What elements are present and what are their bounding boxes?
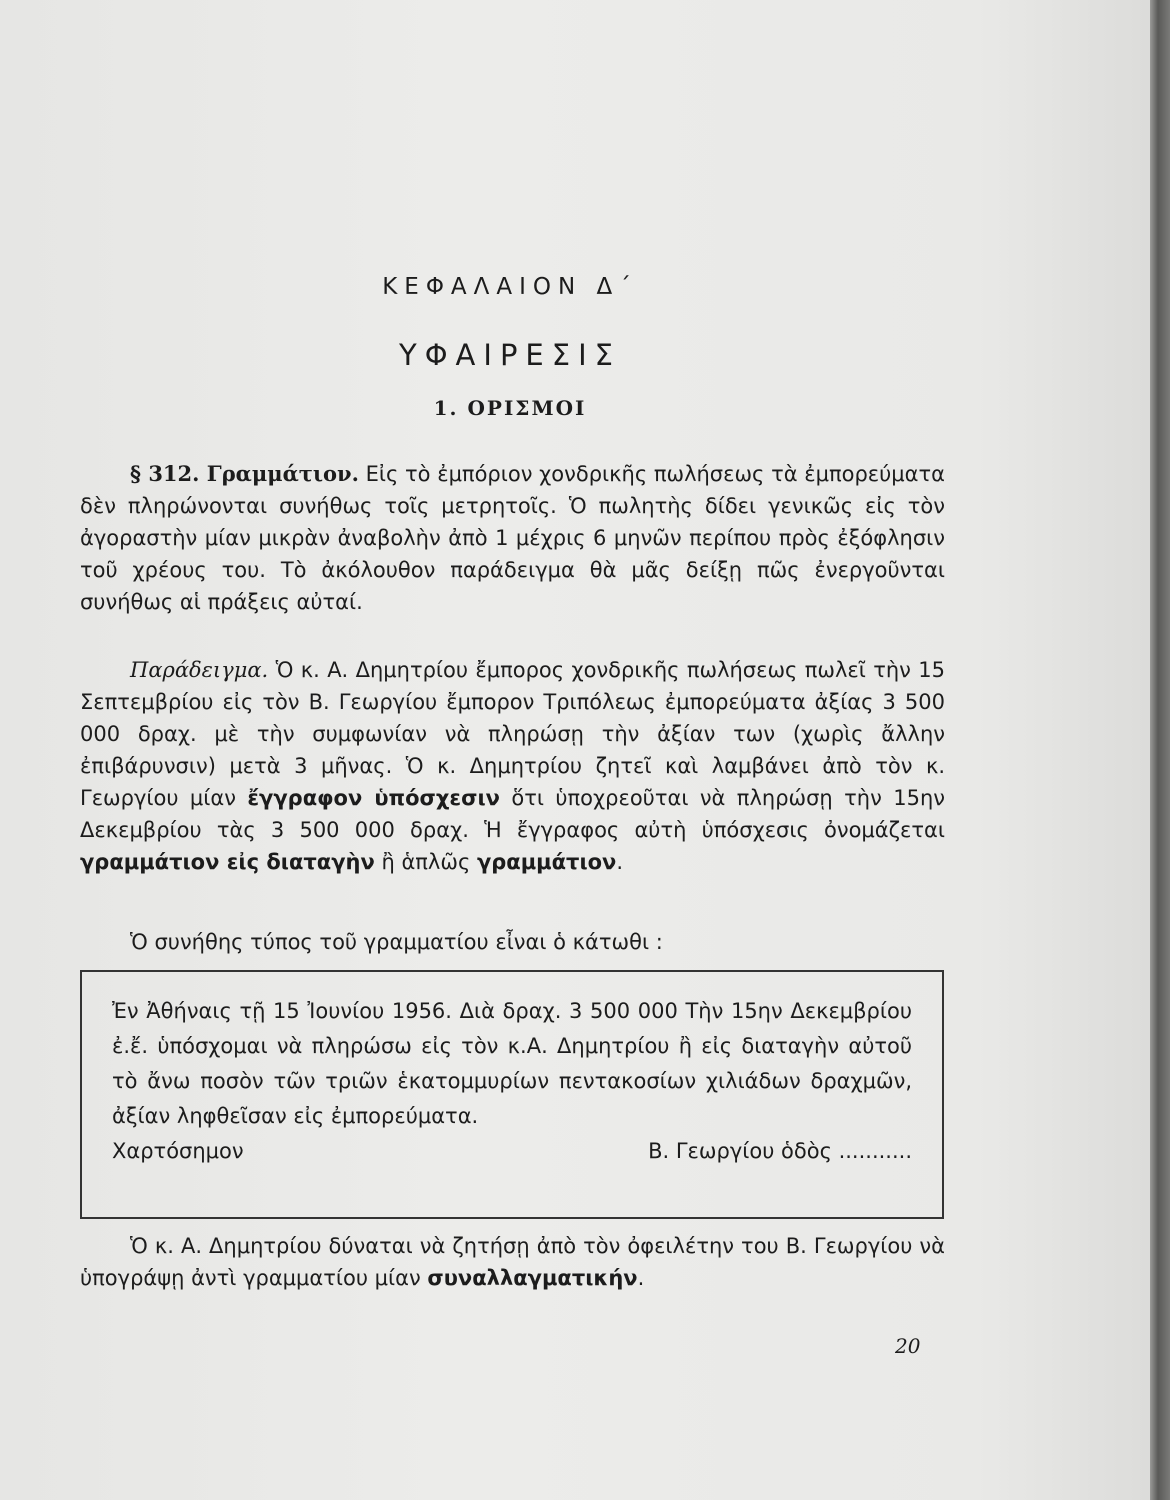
section-heading: 1. ΟΡΙΣΜΟΙ: [433, 396, 587, 420]
paragraph-text: ὅτι ὑποχρεοῦται νὰ πληρώσῃ τὴν 15ην Δεκεμβρίου τὰς 3 500 000 δραχ. Ἡ ἔγγραφος αὐτὴ ὑπόσχεσις ὀνομάζεται: [80, 786, 945, 842]
stamp-label: Χαρτόσημον: [112, 1139, 244, 1163]
page-number: 20: [895, 1334, 921, 1358]
book-spine-shadow: [1150, 0, 1170, 1500]
paragraph-text: ἢ ἁπλῶς: [374, 850, 477, 874]
paragraph-example: [80, 654, 945, 878]
bold-term: γραμμάτιον: [476, 850, 617, 874]
signature-line: Β. Γεωργίου ὁδὸς ...........: [648, 1139, 912, 1163]
paragraph-text: Ὁ κ. Α. Δημητρίου ἔμπορος χονδρικῆς πωλήσεως πωλεῖ τὴν 15 Σεπτεμβρίου εἰς τὸν Β. Γεωργίου ἔμπορον Τριπόλεως ἐμπορεύματα ἀξίας 3 500 000 δραχ. μὲ τὴν συμφωνίαν νὰ πληρώσῃ τὴν ἀξίαν των (χωρὶς ἄλλην ἐπιβάρυνσιν) μετὰ 3 μῆνας. Ὁ κ. Δημητρίου ζητεῖ καὶ λαμβάνει ἀπὸ τὸν κ. Γεωργίου μίαν: [80, 658, 945, 810]
paragraph-form-intro: Ὁ συνήθης τύπος τοῦ γραμματίου εἶναι ὁ κάτωθι :: [130, 930, 663, 954]
section-label: § 312. Γραμμάτιον.: [130, 461, 359, 486]
promissory-note-text: [112, 994, 912, 1169]
paragraph-text: Ὁ κ. Α. Δημητρίου δύναται νὰ ζητήσῃ ἀπὸ τὸν ὀφειλέτην του Β. Γεωργίου νὰ ὑπογράψῃ ἀντὶ γραμματίου μίαν: [80, 1234, 945, 1290]
bold-term: συναλλαγματικήν: [427, 1266, 638, 1290]
paragraph-bill-of-exchange: [80, 1230, 945, 1294]
paragraph-text: Εἰς τὸ ἐμπόριον χονδρικῆς πωλήσεως τὰ ἐμπορεύματα δὲν πληρώνονται συνήθως τοῖς μετρητοῖς. Ὁ πωλητὴς δίδει γενικῶς εἰς τὸν ἀγοραστὴν μίαν μικρὰν ἀναβολὴν ἀπὸ 1 μέχρις 6 μηνῶν περίπου πρὸς ἐξόφλησιν τοῦ χρέους του. Τὸ ἀκόλουθον παράδειγμα θὰ μᾶς δείξῃ πῶς ἐνεργοῦνται συνήθως αἱ πράξεις αὐταί.: [80, 462, 945, 614]
paragraph-text: .: [637, 1266, 645, 1290]
note-footer: [112, 1134, 912, 1169]
chapter-title: ΥΦΑΙΡΕΣΙΣ: [399, 338, 621, 372]
promissory-note-box: [80, 970, 944, 1219]
chapter-heading: ΚΕΦΑΛΑΙΟΝ Δ΄: [382, 274, 638, 300]
bold-term: γραμμάτιον εἰς διαταγὴν: [80, 850, 375, 874]
example-label: Παράδειγμα.: [130, 658, 269, 682]
note-body: Ἐν Ἀθήναις τῇ 15 Ἰουνίου 1956. Διὰ δραχ. 3 500 000 Τὴν 15ην Δεκεμβρίου ἐ.ἔ. ὑπόσχομαι νὰ πληρώσω εἰς τὸν κ.Α. Δημητρίου ἢ εἰς διαταγὴν αὐτοῦ τὸ ἄνω ποσὸν τῶν τριῶν ἑκατομμυρίων πεντακοσίων χιλιάδων δραχμῶν, ἀξίαν ληφθεῖσαν εἰς ἐμπορεύματα.: [112, 999, 912, 1128]
paragraph-text: .: [616, 850, 624, 874]
bold-term: ἔγγραφον ὑπόσχεσιν: [247, 786, 500, 810]
paragraph-definition: [80, 458, 945, 618]
